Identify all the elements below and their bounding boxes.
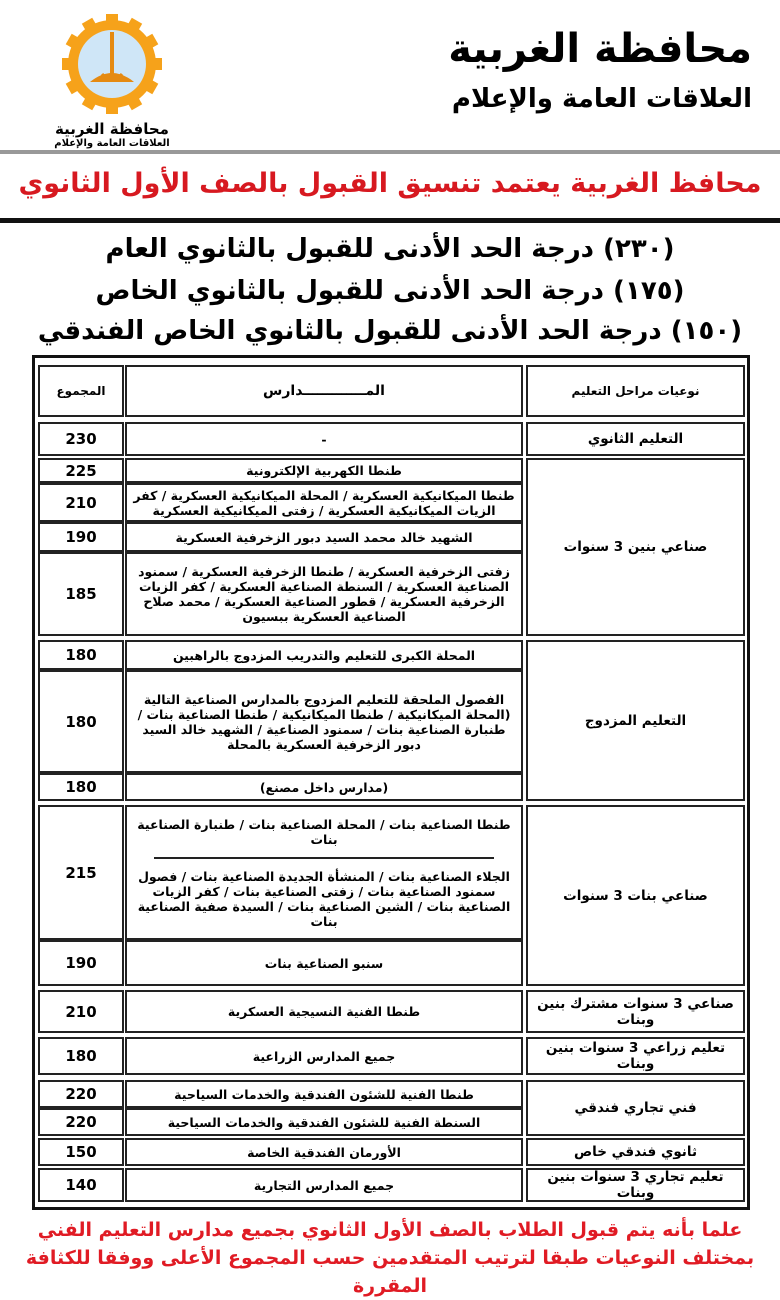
- schools-cell: زفتى الزخرفية العسكرية / طنطا الزخرفية العسكرية / سمنود الصناعية العسكرية / السنطة الصناعية العسكرية / كفر الزيات الزخرفية العسكرية / قطور الصناعية العسكرية / محمد صلاح الصناعية العسكرية ببسيون: [125, 552, 523, 636]
- total-cell: 220: [38, 1080, 124, 1108]
- category-cell: صناعي بنين 3 سنوات: [526, 458, 745, 636]
- schools-text: طنطا الصناعية بنات / المحلة الصناعية بنات / طنبارة الصناعية بنات: [137, 816, 511, 847]
- header-schools: المـــــــــــــدارس: [125, 365, 523, 417]
- separator-line: [154, 857, 494, 859]
- minimum-hotel: (١٥٠) درجة الحد الأدنى للقبول بالثانوي الخاص الفندقي: [37, 316, 743, 346]
- gear-emblem-icon: [62, 14, 162, 114]
- category-cell: التعليم الثانوي: [526, 422, 745, 456]
- footer-note: علما بأنه يتم قبول الطلاب بالصف الأول الثانوي بجميع مدارس التعليم الفني بمختلف النوعيات طبقا لترتيب المتقدمين حسب المجموع الأعلى ووفقا للكثافة المقررة: [25, 1219, 755, 1297]
- logo-text-title: محافظة الغربية: [55, 120, 169, 138]
- category-cell: ثانوي فندقي خاص: [526, 1138, 745, 1166]
- schools-cell: (مدارس داخل مصنع): [125, 773, 523, 801]
- category-cell: فني تجاري فندقي: [526, 1080, 745, 1136]
- logo-text-subtitle: العلاقات العامة والإعلام: [54, 138, 170, 149]
- schools-cell: الأورمان الفندقية الخاصة: [125, 1138, 523, 1166]
- total-cell: 180: [38, 670, 124, 773]
- total-cell: 215: [38, 805, 124, 940]
- category-cell: تعليم زراعي 3 سنوات بنين وبنات: [526, 1037, 745, 1075]
- category-cell: صناعي بنات 3 سنوات: [526, 805, 745, 986]
- header-total: المجموع: [38, 365, 124, 417]
- total-cell: 140: [38, 1168, 124, 1202]
- category-cell: صناعي 3 سنوات مشترك بنين وبنات: [526, 990, 745, 1033]
- total-cell: 190: [38, 940, 124, 986]
- total-cell: 230: [38, 422, 124, 456]
- schools-cell: طنطا الفنية النسيجية العسكرية: [125, 990, 523, 1033]
- schools-cell: [125, 805, 523, 940]
- category-cell: تعليم تجاري 3 سنوات بنين وبنات: [526, 1168, 745, 1202]
- divider: [0, 218, 780, 223]
- total-cell: 220: [38, 1108, 124, 1136]
- total-cell: 185: [38, 552, 124, 636]
- schools-cell: سنبو الصناعية بنات: [125, 940, 523, 986]
- total-cell: 225: [38, 458, 124, 483]
- schools-cell: جميع المدارس الزراعية: [125, 1037, 523, 1075]
- schools-cell: -: [125, 422, 523, 456]
- total-cell: 210: [38, 483, 124, 522]
- total-cell: 180: [38, 773, 124, 801]
- total-cell: 190: [38, 522, 124, 552]
- schools-text: الجلاء الصناعية بنات / المنشأة الجديدة الصناعية بنات / فصول سمنود الصناعية بنات / زفتى الصناعية بنات / كفر الزيات الصناعية بنات / الشين الصناعية بنات / السيدة صفية الصناعية بنات: [137, 868, 511, 929]
- minimum-general: (٢٣٠) درجة الحد الأدنى للقبول بالثانوي العام: [105, 234, 675, 264]
- total-cell: 210: [38, 990, 124, 1033]
- schools-cell: جميع المدارس التجارية: [125, 1168, 523, 1202]
- headline: محافظ الغربية يعتمد تنسيق القبول بالصف الأول الثانوي: [18, 168, 762, 199]
- divider: [0, 150, 780, 154]
- schools-cell: الشهيد خالد محمد السيد دبور الزخرفية العسكرية: [125, 522, 523, 552]
- total-cell: 150: [38, 1138, 124, 1166]
- category-cell: التعليم المزدوج: [526, 640, 745, 801]
- schools-cell: طنطا الفنية للشئون الفندقية والخدمات السياحية: [125, 1080, 523, 1108]
- page-subtitle: العلاقات العامة والإعلام: [451, 84, 752, 114]
- schools-cell: الفصول الملحقة للتعليم المزدوج بالمدارس الصناعية التالية (المحلة الميكانيكية / طنطا الميكانيكية / طنطا الصناعية بنات / طنبارة الصناعية بنات / سمنود الصناعية / الشهيد خالد السيد دبور الزخرفية العسكرية بالمحلة: [125, 670, 523, 773]
- total-cell: 180: [38, 1037, 124, 1075]
- header-category: نوعيات مراحل التعليم: [526, 365, 745, 417]
- schools-cell: المحلة الكبرى للتعليم والتدريب المزدوج بالراهبين: [125, 640, 523, 670]
- schools-cell: طنطا الكهربية الإلكترونية: [125, 458, 523, 483]
- schools-cell: السنطة الفنية للشئون الفندقية والخدمات السياحية: [125, 1108, 523, 1136]
- schools-cell: طنطا الميكانيكية العسكرية / المحلة الميكانيكية العسكرية / كفر الزيات الميكانيكية العسكرية / زفتى الميكانيكية العسكرية: [125, 483, 523, 522]
- minimum-private: (١٧٥) درجة الحد الأدنى للقبول بالثانوي الخاص: [95, 276, 685, 306]
- governorate-logo: [48, 14, 176, 149]
- total-cell: 180: [38, 640, 124, 670]
- page-title: محافظة الغربية: [448, 26, 752, 72]
